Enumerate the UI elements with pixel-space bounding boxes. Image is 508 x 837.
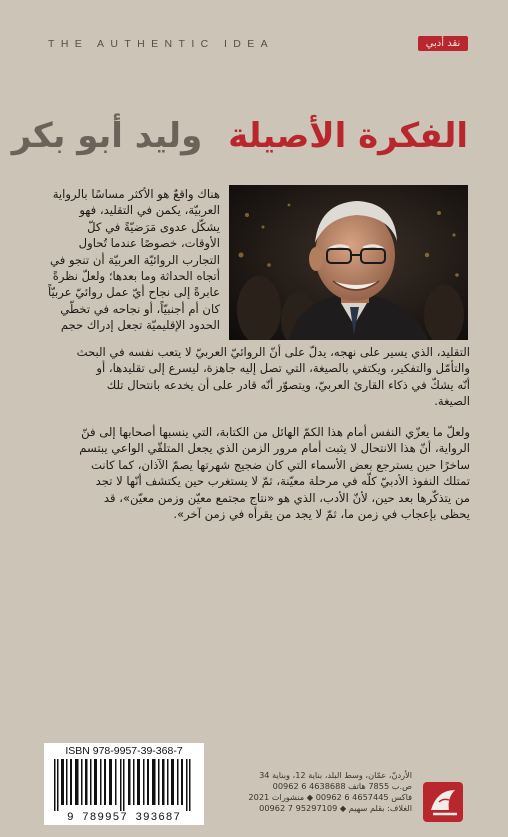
text-line: تمتلك النفوذ الأدبيّ كلّه في مرحلة معيّنة، ثمّ لا يستغرب حين يكتشف أنّها لا تجد bbox=[95, 474, 470, 489]
text-line: ساخرًا حين يسترجع بعض الأسماء التي كان ضجيج شهرتها يصمّ الآذان، كما كانت bbox=[90, 457, 470, 472]
author-name: وليد أبو بكر bbox=[11, 116, 203, 156]
blurb-paragraph-side bbox=[48, 186, 220, 334]
publisher-line: ص.ب 7855 هاتف 4638688 6 00962 bbox=[272, 781, 412, 791]
text-line: الرواية، أنّ هذا الانتحال لا يثبت أمام مرور الزمن الذي يجعل المتلقّي الواعي يبتسم bbox=[79, 441, 470, 456]
publisher-line: الأردنّ، عمّان، وسط البلد، بناية 12، وبناية 34 bbox=[259, 770, 412, 780]
publisher-logo-icon bbox=[419, 776, 469, 826]
publisher-info bbox=[232, 770, 412, 814]
cover-title bbox=[11, 112, 468, 160]
series-title-english: THE AUTHENTIC IDEA bbox=[48, 38, 275, 50]
text-line: يشكّل عدوى مَرَضيّةً في كلّ bbox=[87, 219, 220, 234]
text-line: التجارب الروائيّة العربيّة أن تنجو في bbox=[50, 252, 220, 267]
series-badge: نقد أدبي bbox=[418, 36, 468, 51]
text-line: أنّه يشكّ في ذكاء القارئ العربيّ، ويتصوّر أنّه قادر على أن يخدعه بانتحال تلك bbox=[106, 377, 470, 392]
text-line: الصيغة. bbox=[434, 394, 470, 409]
blurb-paragraph-2 bbox=[46, 424, 470, 522]
isbn-label: ISBN 978-9957-39-368-7 bbox=[65, 745, 183, 757]
publisher-line: الغلاف: بقلم سهيم ◆ 95297109 7 00962 bbox=[259, 803, 412, 813]
text-line: يحظى بإعجاب في زمن ما، ثمّ لا يجد من يقرأه في زمن آخر». bbox=[173, 507, 470, 522]
barcode-bars-icon bbox=[50, 759, 198, 811]
text-line: كان أم أجنبيّاً، أو نجاحه في تخطّي bbox=[60, 301, 220, 316]
text-line: العربيّة، يكمن في التقليد، فهو bbox=[79, 203, 220, 218]
text-line: أتجاه الحداثة وما بعدها؛ ولعلّ نظرةً bbox=[52, 269, 220, 284]
barcode-number: 9 789957 393687 bbox=[66, 812, 182, 824]
text-line: التقليد، الذي يسير على نهجه، يدلّ على أنّ الروائيّ العربيّ لا يتعب نفسه في البحث bbox=[76, 345, 470, 359]
text-line: الأوقات، خصوصًا عندما تُحاول bbox=[78, 236, 220, 251]
text-line: عابرةً إلى نجاح أيّ عمل روائيّ عربيّاً bbox=[48, 285, 220, 300]
text-line: الحدود الإقليميّة تجعل إدراك حجم bbox=[60, 318, 220, 333]
author-portrait-icon bbox=[229, 185, 468, 340]
publisher-line: فاكس 4657445 6 00962 ◆ منشورات 2021 bbox=[248, 792, 412, 802]
text-line: ولعلّ ما يعزّي النفس أمام هذا الكمّ الهائل من الكتابة، التي ينسبها أصحابها إلى فنّ bbox=[81, 425, 470, 439]
blurb-paragraph-1 bbox=[46, 344, 470, 410]
barcode bbox=[44, 743, 204, 825]
text-line: والتأمّل والتفكير، ويكتفي بالصيغة، التي تصل إليه جاهزة، ليسرع إلى تقليدها، أو bbox=[96, 361, 470, 376]
text-line: من يتذكّرها بعد حين، لأنّ الأدب، الذي هو «نتاج مجتمع معيّن وزمن معيّن»، قد bbox=[103, 490, 470, 505]
book-title: الفكرة الأصيلة bbox=[228, 116, 468, 156]
author-photo bbox=[229, 185, 468, 340]
series-header bbox=[48, 36, 468, 56]
text-line: هناك واقعٌ هو الأكثر مساسًا بالرواية bbox=[52, 187, 220, 201]
